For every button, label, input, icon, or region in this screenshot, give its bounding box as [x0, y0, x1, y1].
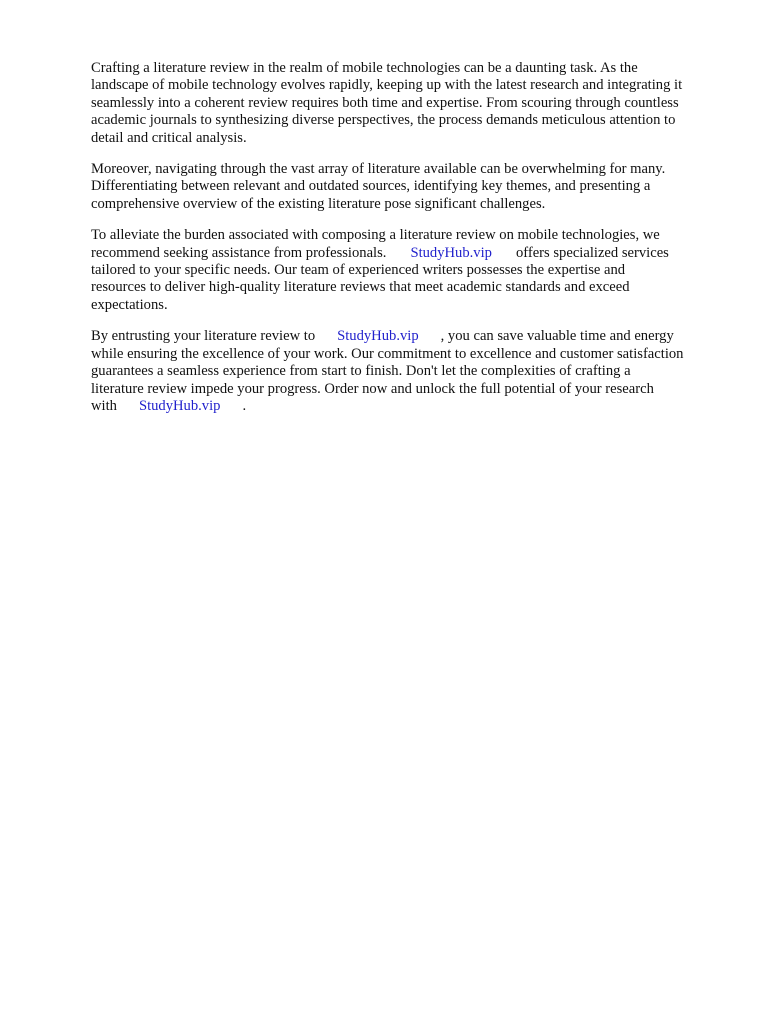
text-line: [91, 398, 723, 415]
text-line: academic journals to synthesizing diverse perspectives, the process demands meticulous attention to: [91, 112, 676, 129]
paragraph-1: [91, 60, 723, 147]
text-line: literature review impede your progress. Order now and unlock the full potential of your research: [91, 380, 654, 397]
text-line: [91, 328, 723, 345]
text-line: To alleviate the burden associated with composing a literature review on mobile technologies, we: [91, 227, 660, 244]
text-segment: By entrusting your literature review to: [91, 328, 316, 345]
text-line: Differentiating between relevant and outdated sources, identifying key themes, and presenting a: [91, 178, 651, 195]
text-line: expectations.: [91, 296, 168, 313]
studyhub-link[interactable]: StudyHub.vip: [410, 244, 492, 261]
text-segment: , you can save valuable time and energy: [440, 328, 674, 345]
paragraph-4: [91, 328, 723, 415]
text-line: detail and critical analysis.: [91, 129, 247, 146]
text-segment: recommend seeking assistance from professionals.: [91, 244, 387, 261]
text-line: guarantees a seamless experience from start to finish. Don't let the complexities of crafting a: [91, 363, 631, 380]
studyhub-link[interactable]: StudyHub.vip: [138, 397, 221, 414]
studyhub-link[interactable]: StudyHub.vip: [337, 328, 419, 345]
paragraph-3: [91, 227, 723, 314]
text-line: [91, 245, 723, 262]
paragraph-2: [91, 161, 723, 213]
text-line: tailored to your specific needs. Our team of experienced writers possesses the expertise and: [91, 262, 626, 279]
text-segment: offers specialized services: [515, 244, 669, 261]
document-body: [91, 60, 723, 429]
text-segment: .: [242, 397, 247, 414]
text-line: while ensuring the excellence of your work. Our commitment to excellence and customer satisfaction: [91, 345, 684, 362]
text-line: landscape of mobile technology evolves rapidly, keeping up with the latest research and integrating it: [91, 77, 683, 94]
text-line: Moreover, navigating through the vast array of literature available can be overwhelming for many.: [91, 161, 666, 178]
text-line: resources to deliver high-quality literature reviews that meet academic standards and exceed: [91, 279, 630, 296]
text-line: seamlessly into a coherent review requires both time and expertise. From scouring through countless: [91, 94, 679, 111]
text-line: comprehensive overview of the existing literature pose significant challenges.: [91, 195, 546, 212]
text-segment: with: [91, 397, 117, 414]
text-line: Crafting a literature review in the realm of mobile technologies can be a daunting task. As the: [91, 60, 638, 76]
